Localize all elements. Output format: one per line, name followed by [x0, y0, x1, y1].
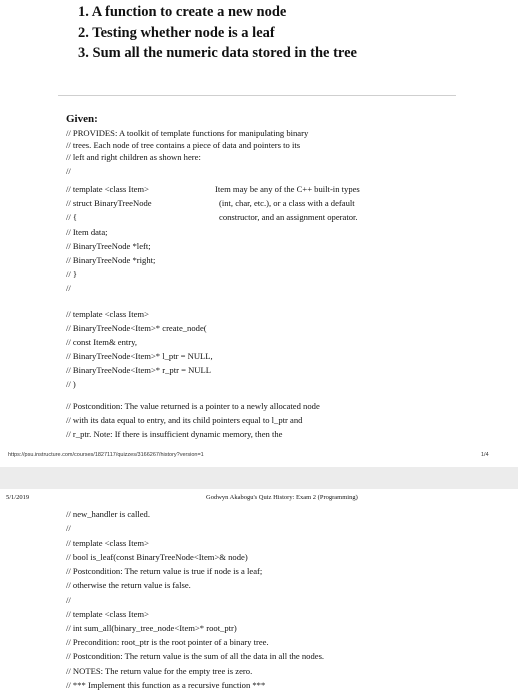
code-line: // NOTES: The return value for the empty tree is zero.	[66, 666, 253, 676]
code-line: //	[66, 523, 71, 533]
task-1: 1. A function to create a new node	[78, 4, 287, 20]
code-line: // Postcondition: The return value is the sum of all the data in all the nodes.	[66, 651, 325, 661]
code-line: // int sum_all(binary_tree_node<Item>* root_ptr)	[66, 623, 237, 633]
code-line: // )	[66, 379, 76, 389]
code-line: // Postcondition: The return value is true if node is a leaf;	[66, 566, 263, 576]
code-line: // template <class Item>	[66, 309, 149, 319]
side-note-line: constructor, and an assignment operator.	[219, 212, 358, 222]
code-line: // PROVIDES: A toolkit of template functions for manipulating binary	[66, 128, 309, 138]
code-line: // Postcondition: The value returned is a pointer to a newly allocated node	[66, 401, 320, 411]
code-line: // trees. Each node of tree contains a piece of data and pointers to its	[66, 140, 301, 150]
code-line: // with its data equal to entry, and its child pointers equal to l_ptr and	[66, 415, 303, 425]
page-gap	[0, 467, 518, 489]
print-title: Godwyn Akabogu's Quiz History: Exam 2 (Programming)	[206, 494, 358, 501]
code-line: // template <class Item>	[66, 538, 149, 548]
code-line: // Precondition: root_ptr is the root pointer of a binary tree.	[66, 637, 269, 647]
code-line: // BinaryTreeNode<Item>* create_node(	[66, 323, 207, 333]
code-line: // }	[66, 269, 78, 279]
code-line: // *** Implement this function as a recursive function ***	[66, 680, 266, 690]
code-line: //	[66, 166, 71, 176]
code-line: // {	[66, 212, 78, 222]
code-line: // bool is_leaf(const BinaryTreeNode<Item>& node)	[66, 552, 248, 562]
code-line: // Item data;	[66, 227, 108, 237]
code-line: //	[66, 283, 71, 293]
code-line: //	[66, 595, 71, 605]
code-line: // struct BinaryTreeNode	[66, 198, 152, 208]
code-line: // r_ptr. Note: If there is insufficient dynamic memory, then the	[66, 429, 283, 439]
code-line: // left and right children as shown here:	[66, 152, 201, 162]
code-line: // BinaryTreeNode<Item>* l_ptr = NULL,	[66, 351, 213, 361]
side-note-line: Item may be any of the C++ built-in types	[215, 184, 360, 194]
task-3: 3. Sum all the numeric data stored in the tree	[78, 45, 357, 61]
code-line: // BinaryTreeNode *right;	[66, 255, 156, 265]
code-line: // new_handler is called.	[66, 509, 150, 519]
code-line: // otherwise the return value is false.	[66, 580, 191, 590]
code-line: // template <class Item>	[66, 184, 149, 194]
code-line: // const Item& entry,	[66, 337, 138, 347]
code-line: // template <class Item>	[66, 609, 149, 619]
task-list	[78, 2, 357, 64]
page-2	[0, 489, 518, 700]
print-date: 5/1/2019	[6, 494, 30, 501]
side-note-line: (int, char, etc.), or a class with a default	[219, 198, 355, 208]
footer-url[interactable]: https://psu.instructure.com/courses/1827117/quizzes/3166267/history?version=1	[8, 452, 204, 458]
task-2: 2. Testing whether node is a leaf	[78, 24, 275, 41]
code-line: // BinaryTreeNode *left;	[66, 241, 151, 251]
code-line: // BinaryTreeNode<Item>* r_ptr = NULL	[66, 365, 212, 375]
footer-page-number: 1/4	[481, 452, 489, 458]
given-label: Given:	[66, 113, 98, 125]
